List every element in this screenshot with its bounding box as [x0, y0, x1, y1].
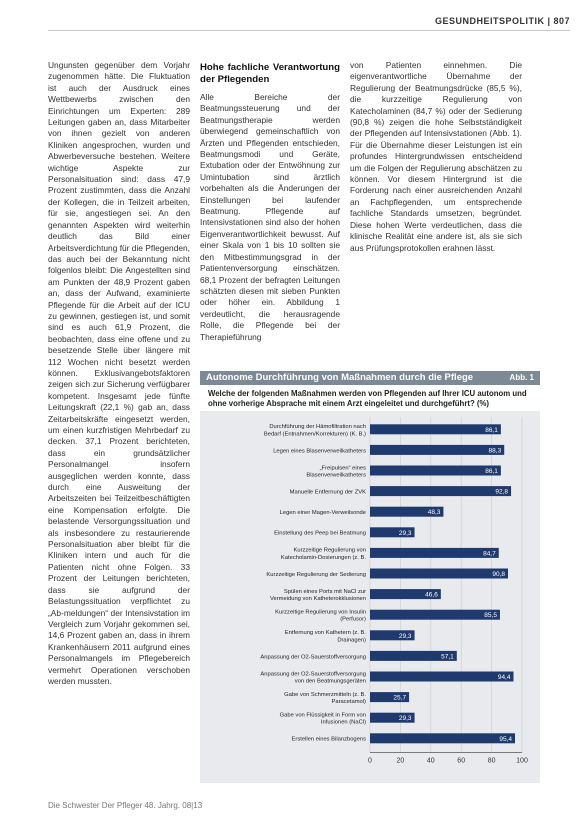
- x-tick-label: 60: [457, 757, 466, 765]
- text-column-3: [350, 60, 522, 350]
- category-label: Anpassung der O2-Sauerstoffversorgung: [260, 654, 366, 661]
- figure-title: Autonome Durchführung von Maßnahmen durch die Pflege: [206, 372, 474, 383]
- bar: [370, 733, 515, 743]
- x-tick-label: 80: [487, 757, 496, 765]
- category-label: Einstellung des Peep bei Beatmung: [274, 530, 366, 537]
- bar-value-label: 29,3: [398, 632, 412, 640]
- bar: [370, 466, 501, 476]
- figure-number: Abb. 1: [509, 373, 534, 382]
- x-tick-label: 20: [396, 757, 405, 765]
- chart-panel: [200, 411, 540, 783]
- x-tick-label: 100: [516, 757, 528, 765]
- category-label: Gabe von Schmerzmitteln (z. B. Paracetamol): [284, 692, 366, 706]
- category-label: Spülen eines Ports mit NaCl zur Vermeidung von Katheterokklusionen: [269, 589, 366, 603]
- category-label: Gabe von Flüssigkeit in Form von Infusionen (NaCl): [279, 712, 366, 726]
- figure-title-bar: [200, 371, 540, 385]
- bar-value-label: 29,3: [398, 715, 412, 723]
- category-label: Erstellen eines Bilanzbogens: [291, 736, 366, 743]
- category-label: Durchführung der Hämofiltration nach Bedarf (Entnahmen/Korrekturen) (K. B.): [263, 424, 366, 438]
- bar-value-label: 86,1: [485, 468, 498, 476]
- category-label: Kurzzeitige Regulierung von Insulin (Perfusor): [275, 609, 366, 623]
- bar-value-label: 25,7: [393, 694, 407, 702]
- bar-value-label: 48,3: [427, 509, 441, 517]
- bar: [370, 672, 513, 682]
- bar: [370, 569, 508, 579]
- bar: [370, 486, 511, 496]
- bar-value-label: 86,1: [485, 426, 498, 434]
- body-text-3: von Patienten einnehmen. Die eigenverantwortliche Übernahme der Regulierung der Beatmungsdrücke (85,5 %), die kurzzeitige Regulierung von Katecholaminen (84,7 %) oder der Sedierung (90,8 %) zeigen die hohe Selbstständigkeit der Pflegenden auf Intensivstationen (Abb. 1). Für die Übernahme dieser Leistungen ist ein profundes Hintergrundwissen entscheidend um die Folgen der Regulierung abschätzen zu können. Vor diesem Hintergrund ist die Forderung nach einer ausreichenden Anzahl an Fachpflegenden, um entsprechende fachliche Standards umsetzen, begründet. Diese hohen Werte verdeutlichen, dass die klinische Realität eine andere ist, als sie sich aus Prüfungsprotokollen erahnen lässt.: [350, 60, 522, 253]
- category-label: Entfernung von Kathetern (z. B. Drainagen): [284, 630, 366, 644]
- bar-value-label: 92,8: [495, 488, 509, 496]
- bar: [370, 610, 500, 620]
- section-heading: Hohe fachliche Verantwortung der Pflegenden: [200, 62, 340, 85]
- bar: [370, 548, 499, 558]
- category-label: Kurzzeitige Regulierung von Katecholamin-Dosierungen (z. B.: [280, 547, 366, 562]
- text-column-2: [200, 60, 340, 375]
- text-column-1: [48, 60, 190, 800]
- bar-value-label: 90,8: [492, 571, 506, 579]
- running-header: GESUNDHEITSPOLITIK | 807: [434, 16, 570, 26]
- x-tick-label: 0: [368, 757, 372, 765]
- bar-value-label: 95,4: [499, 735, 513, 743]
- bar-value-label: 46,6: [425, 591, 438, 599]
- bar-value-label: 57,1: [441, 653, 454, 661]
- x-tick-label: 40: [426, 757, 435, 765]
- bar-value-label: 29,3: [398, 529, 412, 537]
- category-label: Anpassung der O2-Sauerstoffversorgung von den Beatmungsgeräten: [260, 671, 366, 685]
- category-label: Manuelle Entfernung der ZVK: [289, 489, 366, 496]
- figure-1: [200, 371, 540, 789]
- category-label: Kurzzeitige Regulierung der Sedierung: [266, 572, 366, 579]
- bar: [370, 424, 501, 434]
- bar: [370, 445, 504, 455]
- header-rule: [48, 30, 570, 31]
- body-text-2: Alle Bereiche der Beatmungssteuerung und der Beatmungstherapie werden überwiegend gemeinschaftlich von Ärzten und Pflegenden entschieden, Beatmungsmodi und Geräte, Extubation oder der Entwöhnung zur Umintubation sind ärztlich vorbehalten als die Änderungen der Einstellungen bei laufender Beatmung. Pflegende auf Intensivstationen sind also der hohen Eigenverantwortlichkeit bewusst. Auf einer Skala von 1 bis 10 sollten sie den Mitbestimmungsgrad in der Patientenversorgung einschätzen. 68,1 Prozent der befragten Leitungen schätzten diesen mit sieben Punkten oder höher ein. Abbildung 1 verdeutlicht, die herausragende Rolle, die Pflegende bei der Therapieführung: [200, 92, 340, 342]
- bar-chart: [200, 411, 540, 783]
- bar-value-label: 88,3: [488, 447, 502, 455]
- category-label: Legen einer Magen-Verweilsonde: [279, 510, 366, 517]
- figure-question: Welche der folgenden Maßnahmen werden von Pflegenden auf Ihrer ICU autonom und ohne vorherige Absprache mit einem Arzt eingeleitet und durchgeführt? (%): [208, 389, 527, 408]
- category-label: „Freipulsen“ eines Blasenverweilkatheters: [306, 465, 366, 479]
- body-text-1: Ungunsten gegenüber dem Vorjahr zugenommen hätte. Die Fluktuation ist auch der Ausdruck eines Wettbewerbs zwischen den Einrichtungen um Experten: 289 Leitungen gaben an, dass Mitarbeiter von ihnen gezielt von anderen Kliniken angesprochen, wurden und Abwerbeversuche bestehen. Weitere wichtige Aspekte zur Personalsituation sind: dass 47,9 Prozent zustimmten, dass die Anzahl der Kollegen, die in Teilzeit arbeiten, für sie, angestiegen sei. An den genannten Aspekten wird weiterhin deutlich das Bild einer Arbeitsverdichtung für die Pflegenden, das auch bei der Bekanntung nicht folgenlos bleibt: Die Angestellten sind am Punkten der 48,9 Prozent gaben an, dass der Aufwand, examinierte Pflegende für die Arbeit auf der ICU zu gewinnen, gestiegen ist, und somit sind es auch 61,9 Prozent, die beobachten, dass eine offene und zu besetzende Stelle über längere mit 112 Wochen nicht besetzt werden können. Exklusivangebotsfaktoren zeigen sich zur Sicherung verfügbarer kompetent. Insgesamt jede fünfte Leitungskraft (22,1 %) gab an, dass Zeitarbeitskräfte eingesetzt werden, um einen kurzfristigen Mehrbedarf zu decken. 37,1 Prozent berichteten, dass ein grundsätzlicher Personalmangel insofern ausgeglichen werden konnte, dass durch eine Ausweitung der Arbeitszeiten bei Teilzeitbeschäftigten eine Kompensation erfolgte. Die belastende Versorgungssituation und als insbesondere zu restaurierende Personalsituation aber bleibt für die Kliniken intern und auch für die Patienten nicht ohne Folgen. 33 Prozent der Leitungen berichteten, dass sie aufgrund der Belastungssituation verpflichtet zu „Ab-meldungen“ der Intensivstation im Vergleich zum Vorjahr gekommen sei, 14,6 Prozent gaben an, dass in ihrem Krankenhäusern 2011 aufgrund eines Personalmangels im Pflegebereich vermehrt Operationen verschoben werden mussten.: [48, 60, 190, 686]
- category-label: Legen eines Blasenverweilkatheters: [273, 448, 366, 455]
- bar-value-label: 85,5: [484, 612, 497, 620]
- bar-value-label: 84,7: [483, 550, 496, 558]
- page-footer: Die Schwester Der Pfleger 48. Jahrg. 08|13: [48, 801, 203, 810]
- bar-value-label: 94,4: [497, 674, 511, 682]
